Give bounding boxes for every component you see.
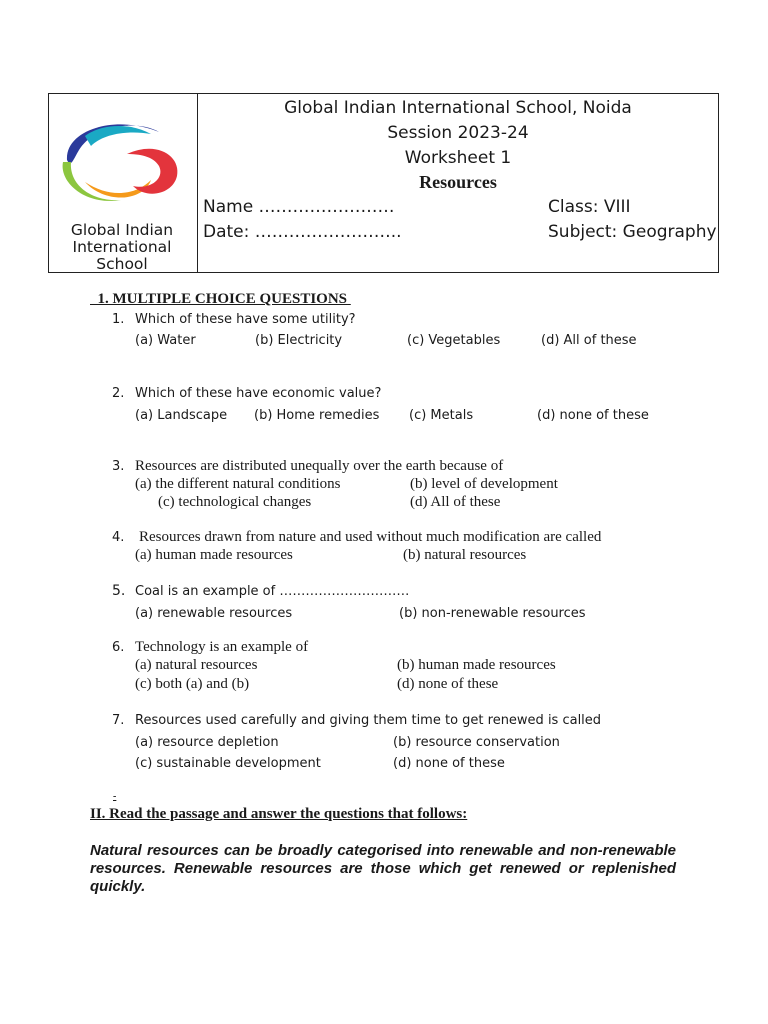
question-number: 5. [112, 583, 126, 599]
session: Session 2023-24 [387, 123, 529, 143]
option-c: (c) technological changes [158, 494, 312, 510]
subject-field: Subject: Geography [548, 222, 717, 242]
question-number: 4. [112, 530, 125, 545]
passage-line-3: quickly. [90, 878, 146, 895]
worksheet-number: Worksheet 1 [404, 148, 512, 168]
school-name: Global Indian International School, Noida [284, 98, 632, 118]
option-a: (a) resource depletion [135, 735, 279, 750]
option-a: (a) the different natural conditions [135, 476, 341, 492]
logo-swirl-icon [55, 112, 181, 212]
date-field: Date: …………………….. [203, 222, 402, 242]
logo-text-line1: Global Indian [70, 221, 174, 239]
option-c: (c) Vegetables [407, 333, 501, 348]
name-field: Name …………………… [203, 197, 395, 217]
passage-line-1: Natural resources can be broadly categorised into renewable and non-renewable [90, 842, 676, 859]
option-d: (d) none of these [537, 408, 649, 423]
question-number: 6. [112, 640, 125, 655]
option-c: (c) both (a) and (b) [135, 676, 250, 692]
class-field: Class: VIII [548, 197, 631, 217]
question-number: 3. [112, 459, 125, 474]
question-text: Resources are distributed unequally over the earth because of [135, 458, 504, 474]
worksheet-header [48, 93, 719, 273]
logo-text-line2: International [72, 238, 172, 256]
option-b: (b) level of development [410, 476, 558, 492]
logo-text-line3: School [96, 255, 148, 273]
passage-heading: II. Read the passage and answer the questions that follows: [90, 806, 468, 822]
option-b: (b) resource conservation [393, 735, 560, 750]
question-text: Resources used carefully and giving them time to get renewed is called [135, 713, 602, 728]
school-logo [49, 94, 198, 272]
option-d: (d) none of these [397, 676, 499, 692]
question-text: Which of these have economic value? [135, 386, 382, 401]
question-text: Resources drawn from nature and used without much modification are called [139, 529, 602, 545]
question-text: Technology is an example of [135, 639, 309, 655]
option-a: (a) Water [135, 333, 196, 348]
question-text: Coal is an example of ………………………… [135, 584, 410, 599]
stray-dash: - [113, 791, 117, 802]
question-number: 1. [112, 312, 125, 327]
option-d: (d) All of these [541, 333, 637, 348]
option-a: (a) Landscape [135, 408, 228, 423]
option-c: (c) sustainable development [135, 756, 321, 771]
question-number: 7. [112, 713, 125, 728]
worksheet-topic: Resources [419, 172, 497, 192]
question-number: 2. [112, 386, 125, 401]
mcq-heading: 1. MULTIPLE CHOICE QUESTIONS [97, 291, 348, 307]
option-b: (b) non-renewable resources [399, 606, 586, 621]
option-c: (c) Metals [409, 408, 474, 423]
option-b: (b) Electricity [255, 333, 343, 348]
option-a: (a) natural resources [135, 657, 258, 673]
question-text: Which of these have some utility? [135, 312, 356, 327]
option-b: (b) human made resources [397, 657, 556, 673]
option-b: (b) natural resources [403, 547, 527, 563]
option-b: (b) Home remedies [254, 408, 380, 423]
option-a: (a) renewable resources [135, 606, 293, 621]
option-d: (d) All of these [410, 494, 501, 510]
option-a: (a) human made resources [135, 547, 293, 563]
option-d: (d) none of these [393, 756, 505, 771]
passage-line-2: resources. Renewable resources are those which get renewed or replenished [90, 860, 676, 877]
